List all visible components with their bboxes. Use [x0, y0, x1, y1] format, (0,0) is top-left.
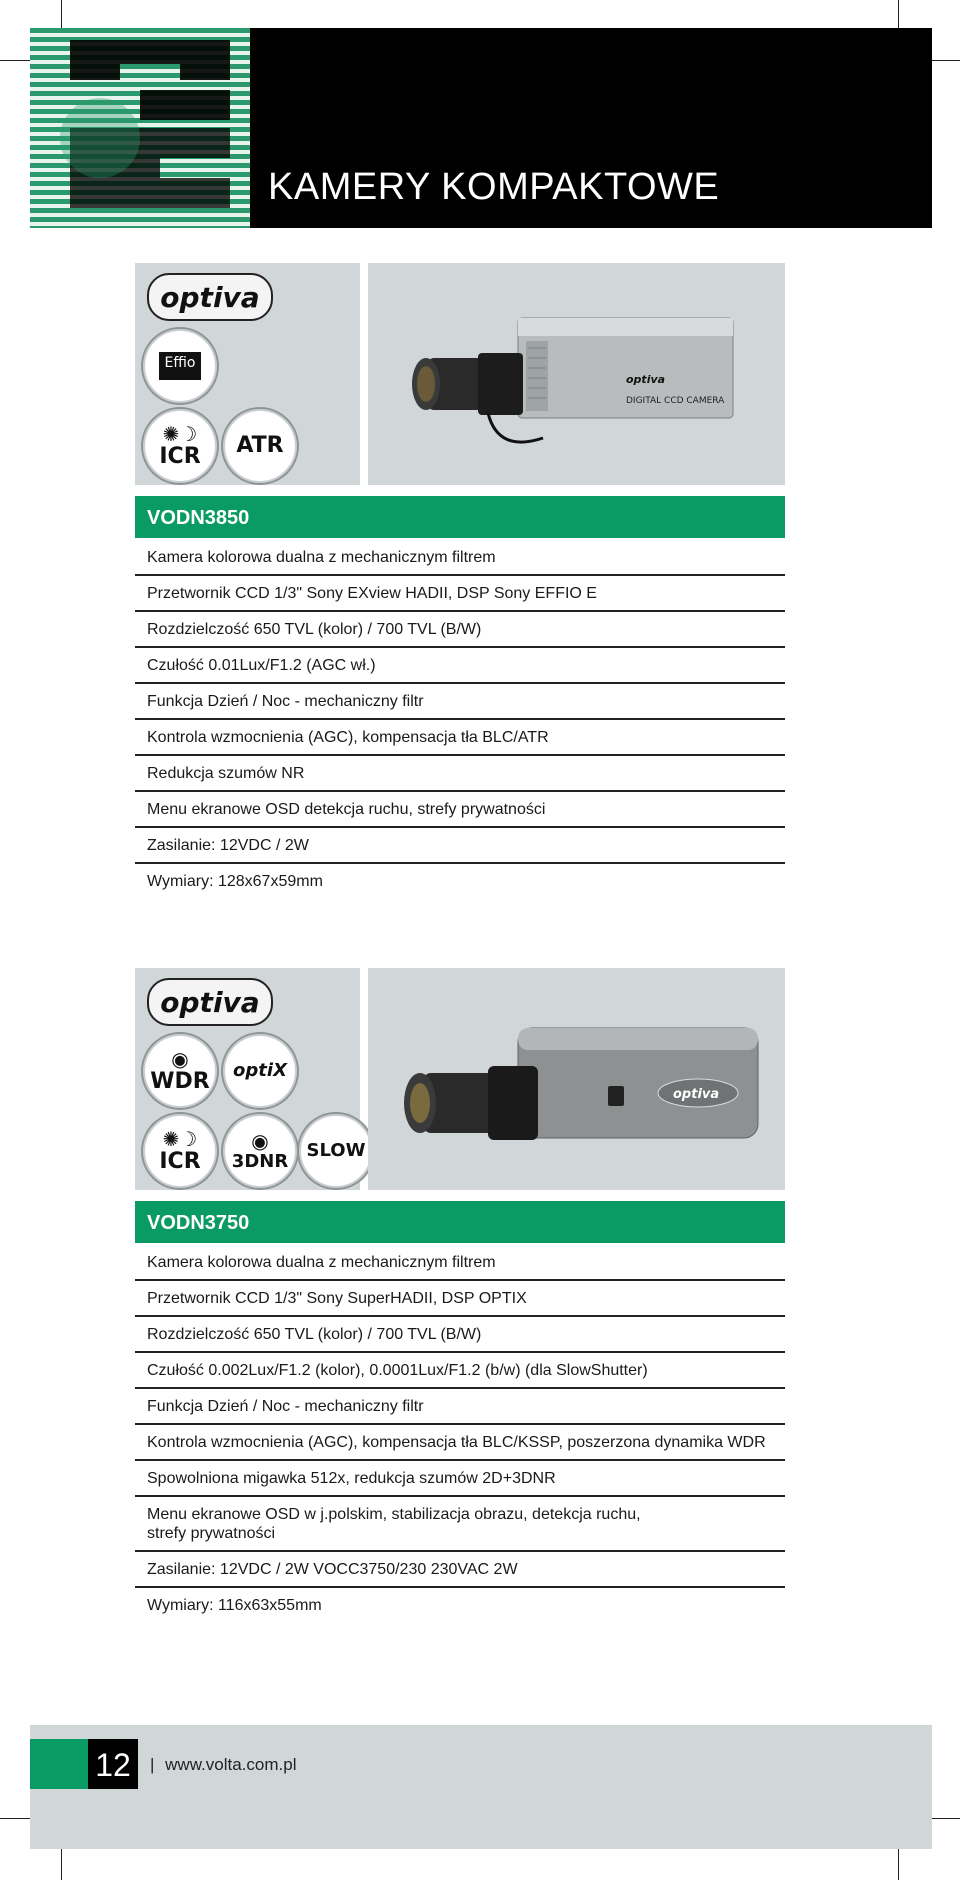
- box-camera-image: [368, 263, 785, 485]
- spec-list: [135, 1245, 785, 1622]
- slow-badge: [299, 1114, 373, 1188]
- icr-badge: [143, 409, 217, 483]
- spec-list: [135, 540, 785, 898]
- badge-label: 3DNR: [231, 1151, 289, 1172]
- spec-item: Przetwornik CCD 1/3" Sony EXview HADII, DSP Sony EFFIO E: [135, 576, 785, 612]
- spec-item: Spowolniona migawka 512x, redukcja szumów 2D+3DNR: [135, 1461, 785, 1497]
- eye-icon: ◉: [251, 1129, 269, 1153]
- spec-item: Zasilanie: 12VDC / 2W: [135, 828, 785, 864]
- spec-item: Funkcja Dzień / Noc - mechaniczny filtr: [135, 1389, 785, 1425]
- spec-item: Redukcja szumów NR: [135, 756, 785, 792]
- model-title-bar: VODN3750: [135, 1201, 785, 1243]
- badge-label: WDR: [150, 1069, 210, 1094]
- optix-badge: [223, 1034, 297, 1108]
- feature-badges-panel: [135, 968, 366, 1190]
- day-night-icon: ✺☽: [162, 422, 198, 446]
- badge-label: SLOW: [306, 1140, 366, 1161]
- spec-item: Wymiary: 116x63x55mm: [147, 1597, 322, 1614]
- spec-item: Kamera kolorowa dualna z mechanicznym filtrem: [135, 540, 785, 576]
- spec-item: Wymiary: 128x67x59mm: [147, 873, 323, 890]
- icr-badge: [143, 1114, 217, 1188]
- page-number: 12: [88, 1739, 138, 1789]
- page-footer: [30, 1725, 932, 1849]
- badge-label: ICR: [159, 1149, 201, 1174]
- optiva-logo: optiva: [147, 273, 273, 321]
- 3dnr-badge: [223, 1114, 297, 1188]
- eye-sun-icon: ◉: [171, 1047, 189, 1071]
- spec-item: Rozdzielczość 650 TVL (kolor) / 700 TVL (B/W): [135, 612, 785, 648]
- wdr-badge: [143, 1034, 217, 1108]
- page-header: [30, 28, 932, 228]
- footer-separator: |: [150, 1755, 155, 1774]
- atr-badge: [223, 409, 297, 483]
- spec-item: Rozdzielczość 650 TVL (kolor) / 700 TVL (B/W): [135, 1317, 785, 1353]
- spec-item: Menu ekranowe OSD w j.polskim, stabilizacja obrazu, detekcja ruchu, strefy prywatności: [135, 1497, 785, 1552]
- spec-item: Czułość 0.01Lux/F1.2 (AGC wł.): [135, 648, 785, 684]
- page-title: KAMERY KOMPAKTOWE: [268, 166, 720, 208]
- effio-chip-icon: Effio: [159, 352, 202, 380]
- product-photo-panel: [368, 968, 785, 1190]
- footer-url: [150, 1755, 296, 1775]
- spec-item: Kamera kolorowa dualna z mechanicznym filtrem: [135, 1245, 785, 1281]
- spec-item: Czułość 0.002Lux/F1.2 (kolor), 0.0001Lux/F1.2 (b/w) (dla SlowShutter): [135, 1353, 785, 1389]
- volta-logo-icon: [30, 28, 250, 228]
- spec-item: Przetwornik CCD 1/3" Sony SuperHADII, DSP OPTIX: [135, 1281, 785, 1317]
- day-night-icon: ✺☽: [162, 1127, 198, 1151]
- camera-caption: DIGITAL CCD CAMERA: [626, 396, 725, 406]
- camera-brand-label: optiva: [626, 373, 666, 386]
- website-link[interactable]: www.volta.com.pl: [165, 1755, 297, 1774]
- camera-brand-label: optiva: [673, 1087, 720, 1102]
- box-camera-image: [368, 968, 785, 1190]
- spec-item: Zasilanie: 12VDC / 2W VOCC3750/230 230VAC 2W: [135, 1552, 785, 1588]
- badge-label: ICR: [159, 444, 201, 469]
- spec-item: Kontrola wzmocnienia (AGC), kompensacja tła BLC/KSSP, poszerzona dynamika WDR: [135, 1425, 785, 1461]
- feature-badges-panel: [135, 263, 360, 485]
- optiva-logo: optiva: [147, 978, 273, 1026]
- spec-item: Funkcja Dzień / Noc - mechaniczny filtr: [135, 684, 785, 720]
- brand-logo-graphic: [30, 28, 250, 228]
- product-photo-panel: [368, 263, 785, 485]
- badge-label: ATR: [236, 433, 284, 458]
- effio-badge: [143, 329, 217, 403]
- spec-item: Menu ekranowe OSD detekcja ruchu, strefy prywatności: [135, 792, 785, 828]
- optix-icon: optiX: [233, 1060, 287, 1081]
- footer-accent-block: [30, 1739, 88, 1789]
- spec-item: Kontrola wzmocnienia (AGC), kompensacja tła BLC/ATR: [135, 720, 785, 756]
- model-title-bar: VODN3850: [135, 496, 785, 538]
